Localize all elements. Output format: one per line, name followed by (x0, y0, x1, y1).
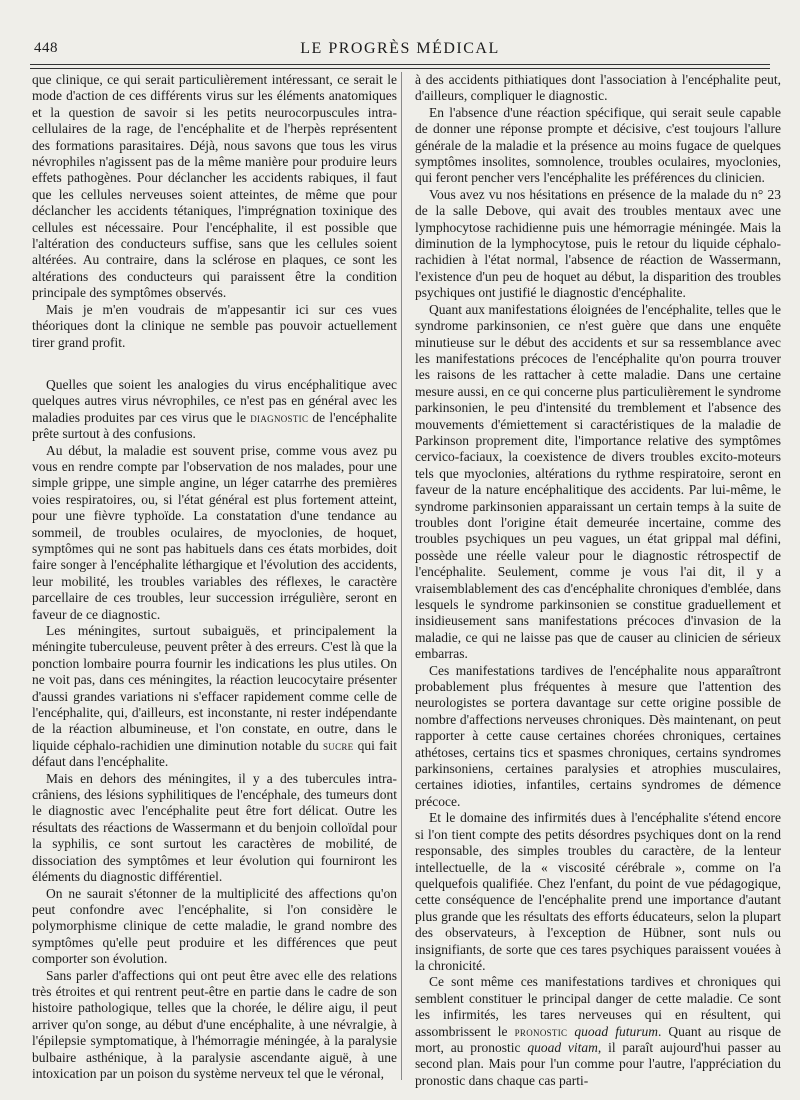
journal-title: LE PROGRÈS MÉDICAL (300, 40, 500, 57)
page-number: 448 (34, 40, 58, 56)
left-column (32, 72, 397, 1082)
right-column (415, 72, 781, 1089)
paragraph: En l'absence d'une réaction spécifique, qui serait seule capable de donner une réponse prompte et décisive, c'est toujours l'allure générale de la maladie et la présence au moins fugace de quelques symptômes insolites, somnolence, troubles oculaires, myoclonies, qui feront pencher vers l'encéphalite les préférences du clinicien. (415, 104, 781, 186)
latin-term: quoad futurum (574, 1023, 658, 1039)
paragraph: Quant aux manifestations éloignées de l'encéphalite, telles que le syndrome parkinsonien, ce n'est guère que dans une enquête minutieuse sur le début des accidents et sur sa ressemblance avec les manifestations précoces de l'encéphalite qu'on pourra trouver les raisons de les rattacher à cette maladie. Dans une certaine mesure aussi, en ce qui concerne plus particulièrement le syndrome parkinsonien, le peu d'intensité du tremblement et l'absence des mouvements d'émiettement si caractéristiques de la maladie de Parkinson proprement dite, l'importance relative des symptômes cervico-faciaux, la coexistence de divers troubles excito-moteurs tels que myoclonies, altérations du rythme respiratoire, seront en faveur de la nature encéphalitique des accidents. Par lui-même, le syndrome parkinsonien apparaissant un certain temps à la suite de troubles dont l'origine était demeurée incertaine, comme des troubles psychiques un peu vagues, un état grippal mal défini, possède une réelle valeur pour le diagnostic rétrospectif de l'encéphalite. Seulement, comme je vous l'ai dit, il y a vraisemblablement des cas d'encéphalite chroniques d'emblée, dans lesquels le syndrome parkinsonien se constitue graduellement et insidieusement sans manifestations précoces d'invasion de la maladie, ce qui ne laisse pas que de causer au clinicien de sérieux embarras. (415, 301, 781, 662)
paragraph: Sans parler d'affections qui ont peut être avec elle des relations très étroites et qui rentrent peut-être en partie dans le cadre de son histoire pathologique, telles que la chorée, le délire aigu, il peut arriver qu'on songe, au début d'une encéphalite, à une névralgie, à l'épilepsie symptomatique, à l'hémorragie méningée, à la paralysie bulbaire asthénique, à la paralysie ascendante aiguë, à une intoxication par un poison du système nerveux tel que le véronal, (32, 967, 397, 1081)
small-caps-term: sucre (322, 737, 354, 753)
small-caps-term: pronostic (514, 1023, 568, 1039)
paragraph: Au début, la maladie est souvent prise, comme vous avez pu vous en rendre compte par l'observation de nos malades, pour une simple grippe, une simple angine, un léger catarrhe des premières voies respiratoires, ou, si l'état général est plus fortement atteint, pour une fièvre typhoïde. La constatation d'une tendance au sommeil, de troubles oculaires, de myoclonies, de hoquet, symptômes qui ne sont pas habituels dans ces états morbides, doit faire songer à l'encéphalite léthargique et l'évolution des accidents, leur mobilité, les troubles variables des réflexes, le caractère parcellaire de ces troubles, leur succession irrégulière, seront en faveur de ce diagnostic. (32, 442, 397, 622)
header-rule (30, 64, 770, 69)
paragraph: que clinique, ce qui serait particulièrement intéressant, ce serait le mode d'action de ces différents virus sur les éléments anatomiques et la question de savoir si les petits neurocorpuscules intra-cellulaires de la rage, de l'encéphalite et de l'herpès représentent des formations parasitaires. Déjà, nous savons que tous les virus névrophiles n'agissent pas de la même manière pour produire leurs effets pathogènes. Pour déclancher les accidents rabiques, il faut que les cellules nerveuses soient atteintes, de même que pour déclancher les accidents tétaniques, l'imprégnation toxinique des cellules est nécessaire. Pour l'encéphalite, il est possible que l'altération des conducteurs suffise, sans que les cellules soient altérées. Au contraire, dans la sclérose en plaques, ce sont les altérations des conducteurs qui paraissent être la condition principale des symptômes observés. (32, 72, 397, 301)
paragraph: On ne saurait s'étonner de la multiplicité des affections qu'on peut confondre avec l'encéphalite, si l'on considère le polymorphisme clinique de cette maladie, le grand nombre des symptômes qu'elle peut produire et les différences que peut comporter son évolution. (32, 885, 397, 967)
paragraph: à des accidents pithiatiques dont l'association à l'encéphalite peut, d'ailleurs, compliquer le diagnostic. (415, 72, 781, 104)
paragraph: Vous avez vu nos hésitations en présence de la malade du n° 23 de la salle Debove, qui avait des troubles mentaux avec une lymphocytose rachidienne puis une hémorragie méningée. Mais la diminution de la lymphocytose, puis le retour du liquide céphalo-rachidien à l'état normal, l'absence de réaction de Wassermann, l'existence d'un peu de hoquet au début, la disparition des troubles psychiques ont justifié le diagnostic d'encéphalite. (415, 186, 781, 301)
column-divider (401, 72, 402, 1080)
paragraph: Ce sont même ces manifestations tardives et chroniques qui semblent constituer le principal danger de cette maladie. Ce sont les infirmités, les tares nerveuses qui en résultent, qui assombrissent le pronostic quoad futurum. Quant au risque de mort, au pronostic quoad vitam, il paraît aujourd'hui passer au second plan. Mais pour l'un comme pour l'autre, l'appréciation du pronostic dans chaque cas parti- (415, 974, 782, 1088)
small-caps-term: diagnostic (250, 409, 309, 425)
paragraph: Et le domaine des infirmités dues à l'encéphalite s'étend encore si l'on tient compte des petits désordres psychiques dont on la rend responsable, des simples troubles du caractère, de la lenteur intellectuelle, de la « viscosité cérébrale », comme on l'a quelquefois qualifiée. Chez l'enfant, du point de vue pédagogique, cette conséquence de l'encéphalite prend une importance d'autant plus grande que les résultats des efforts éducateurs, selon la plupart des observateurs, à l'exception de Hübner, sont nuls ou insignifiants, de sorte que ces tares psychiques paraissent vouées à la chronicité. (415, 810, 781, 973)
paragraph: Mais je m'en voudrais de m'appesantir ici sur ces vues théoriques dont la clinique ne semble pas pouvoir actuellement tirer grand profit. (32, 301, 397, 350)
paragraph: Ces manifestations tardives de l'encéphalite nous apparaîtront probablement plus fréquentes à mesure que l'attention des neurologistes se portera davantage sur cette origine possible de nombre d'affections nerveuses chroniques. Dès maintenant, on peut rapporter à cette cause certaines chorées chroniques, certaines athétoses, certains tics et spasmes chroniques, certains syndromes parkinsoniens, certaines paralysies et atrophies musculaires, certaines idioties, infantiles, certains syndromes de démence précoce. (415, 662, 781, 809)
paragraph: Quelles que soient les analogies du virus encéphalitique avec quelques autres virus névrophiles, ce n'est pas en général avec les maladies produites par ces virus que le diagnostic de l'encéphalite prête surtout à des confusions. (32, 376, 398, 442)
latin-term: quoad vitam (527, 1039, 598, 1055)
paragraph: Mais en dehors des méningites, il y a des tubercules intra-crâniens, des lésions syphilitiques de l'encéphale, des tumeurs dont le diagnostic avec l'encéphalite peut être fort délicat. Outre les résultats des réactions de Wassermann et du benjoin colloïdal pour la syphilis, ce sont surtout les caractères de mobilité, de dissociation des symptômes et leur évolution qui fourniront les éléments du diagnostic différentiel. (32, 770, 397, 885)
paragraph: Les méningites, surtout subaiguës, et principalement la méningite tuberculeuse, peuvent prêter à des erreurs. C'est là que la ponction lombaire pourra fournir les indications les plus utiles. On ne voit pas, dans ces méningites, la réaction leucocytaire présenter d'aussi grandes variations ni s'effacer rapidement comme celle de l'encéphalite, qui, d'ailleurs, est inconstante, ni rester indépendante de la réaction albumineuse, et l'on constate, en outre, dans le liquide céphalo-rachidien une diminution notable du sucre qui fait défaut dans l'encéphalite. (32, 623, 397, 770)
